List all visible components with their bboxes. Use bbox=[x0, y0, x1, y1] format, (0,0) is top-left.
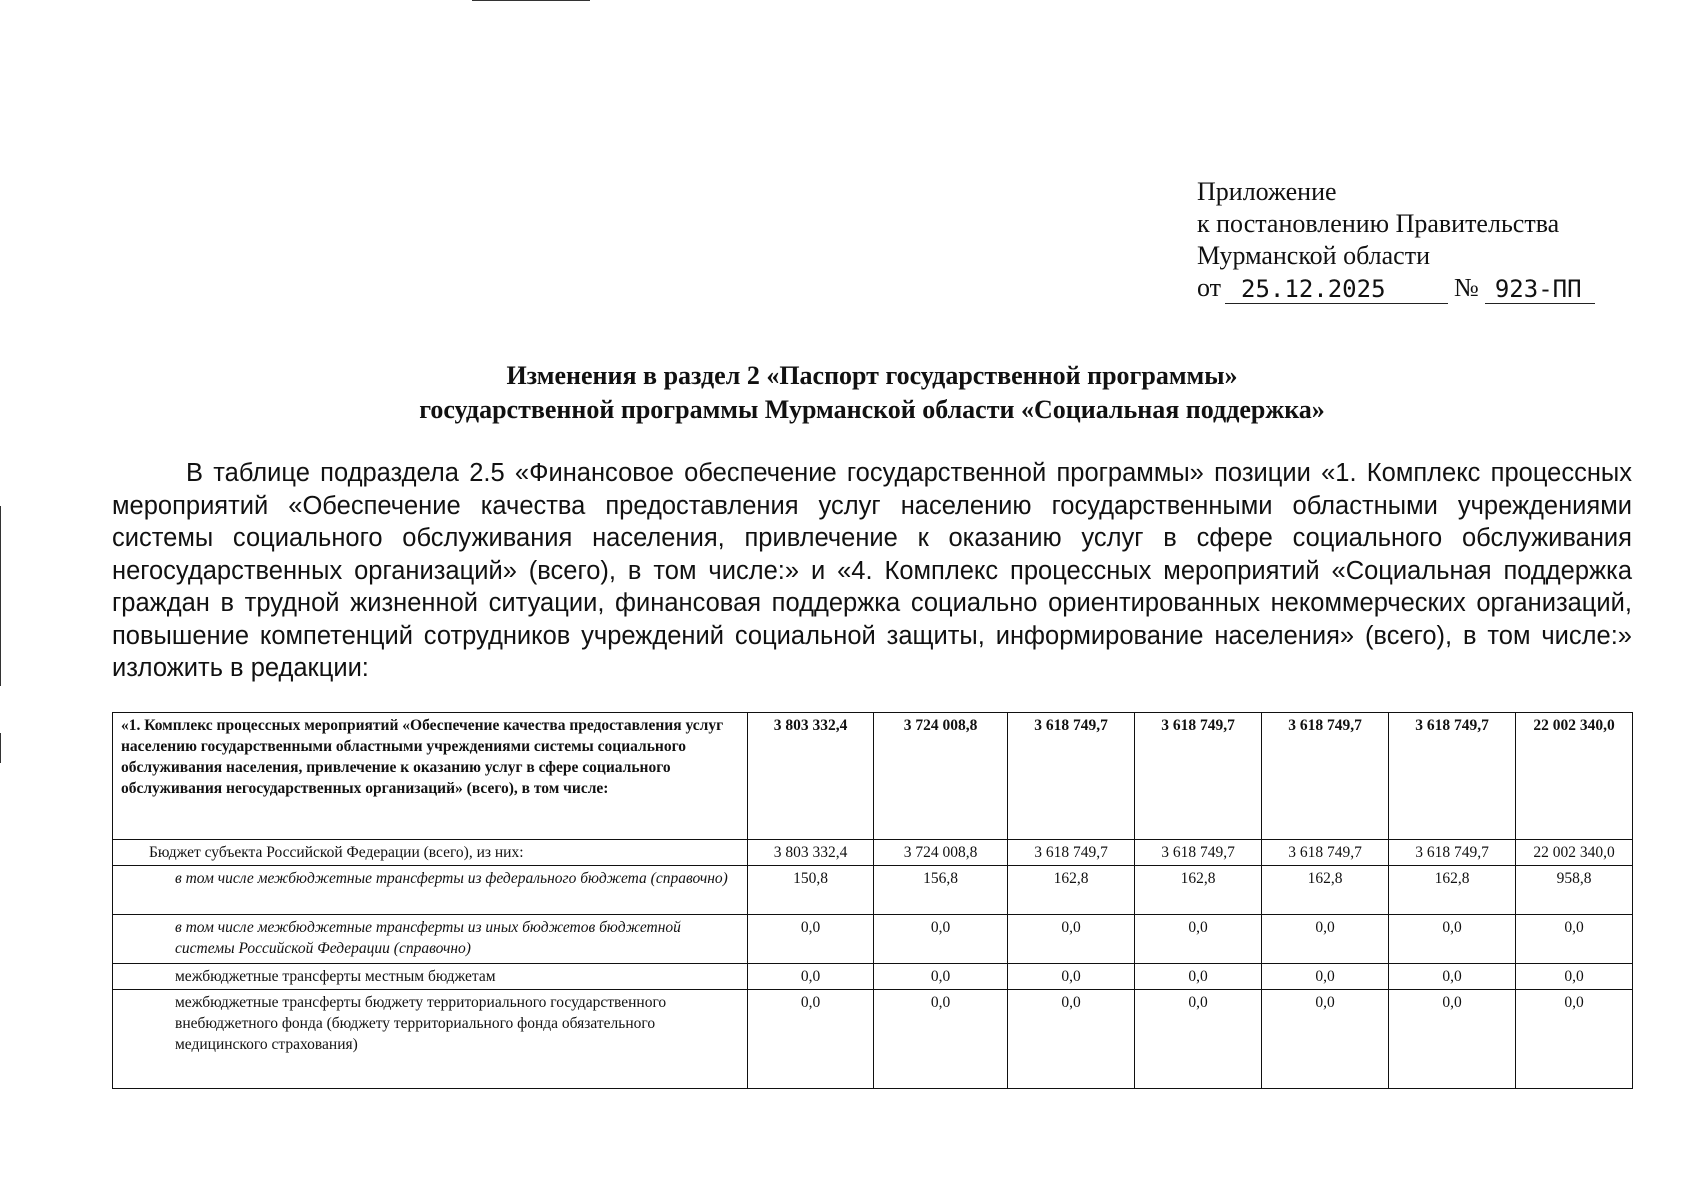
title-line-2: государственной программы Мурманской области «Социальная поддержка» bbox=[419, 395, 1325, 424]
value-cell: 3 618 749,7 bbox=[1008, 713, 1135, 840]
value-cell: 0,0 bbox=[748, 915, 874, 964]
value-cell: 3 618 749,7 bbox=[1262, 713, 1389, 840]
document-number: 923-ПП bbox=[1485, 275, 1595, 304]
table-row bbox=[113, 964, 1633, 990]
appendix-line-3: Мурманской области bbox=[1197, 241, 1430, 270]
appendix-line-2: к постановлению Правительства bbox=[1197, 209, 1560, 238]
value-cell: 0,0 bbox=[1389, 964, 1516, 990]
value-cell-total: 22 002 340,0 bbox=[1516, 713, 1633, 840]
value-cell: 3 618 749,7 bbox=[1135, 840, 1262, 866]
date-prefix: от bbox=[1197, 273, 1222, 302]
value-cell: 162,8 bbox=[1262, 866, 1389, 915]
body-paragraph: В таблице подраздела 2.5 «Финансовое обеспечение государственной программы» позиции «1. Комплекс процессных мероприятий «Обеспечение качества предоставления услуг населению государственными областными учреждениями системы социального обслуживания населения, привлечение к оказанию услуг в сфере социального обслуживания негосударственных организаций» (всего), в том числе:» и «4. Комплекс процессных мероприятий «Социальная поддержка граждан в трудной жизненной ситуации, финансовая поддержка социально ориентированных некоммерческих организаций, повышение компетенций сотрудников учреждений социальной защиты, информирование населения» (всего), в том числе:» изложить в редакции: bbox=[112, 459, 1632, 682]
value-cell: 3 618 749,7 bbox=[1008, 840, 1135, 866]
value-cell: 0,0 bbox=[748, 990, 874, 1089]
value-cell-total: 0,0 bbox=[1516, 990, 1633, 1089]
value-cell: 0,0 bbox=[874, 964, 1008, 990]
value-cell-total: 0,0 bbox=[1516, 964, 1633, 990]
row-label: Бюджет субъекта Российской Федерации (всего), из них: bbox=[113, 840, 748, 866]
value-cell: 3 724 008,8 bbox=[874, 713, 1008, 840]
value-cell: 0,0 bbox=[1389, 990, 1516, 1089]
value-cell: 162,8 bbox=[1135, 866, 1262, 915]
appendix-date-row bbox=[1197, 272, 1617, 304]
value-cell: 3 618 749,7 bbox=[1262, 840, 1389, 866]
value-cell: 3 803 332,4 bbox=[748, 713, 874, 840]
scan-mark-top bbox=[472, 0, 590, 1]
value-cell-total: 0,0 bbox=[1516, 915, 1633, 964]
value-cell: 0,0 bbox=[748, 964, 874, 990]
value-cell: 0,0 bbox=[1008, 990, 1135, 1089]
row-label: в том числе межбюджетные трансферты из иных бюджетов бюджетной системы Российской Федерации (справочно) bbox=[113, 915, 748, 964]
financing-table bbox=[112, 712, 1633, 1089]
document-date: 25.12.2025 bbox=[1225, 275, 1448, 304]
value-cell-total: 958,8 bbox=[1516, 866, 1633, 915]
row-label: межбюджетные трансферты местным бюджетам bbox=[113, 964, 748, 990]
row-label: межбюджетные трансферты бюджету территориального государственного внебюджетного фонда (бюджету территориального фонда обязательного медицинского страхования) bbox=[113, 990, 748, 1089]
value-cell: 162,8 bbox=[1389, 866, 1516, 915]
value-cell: 0,0 bbox=[1262, 915, 1389, 964]
appendix-line-1: Приложение bbox=[1197, 177, 1337, 206]
value-cell: 3 618 749,7 bbox=[1135, 713, 1262, 840]
scan-mark-left-1 bbox=[0, 506, 1, 686]
value-cell: 3 618 749,7 bbox=[1389, 840, 1516, 866]
table-row bbox=[113, 990, 1633, 1089]
table-row bbox=[113, 713, 1633, 840]
number-sign: № bbox=[1454, 273, 1479, 302]
value-cell: 0,0 bbox=[1135, 990, 1262, 1089]
table-row bbox=[113, 840, 1633, 866]
value-cell: 0,0 bbox=[1389, 915, 1516, 964]
value-cell: 0,0 bbox=[1008, 964, 1135, 990]
value-cell: 0,0 bbox=[1008, 915, 1135, 964]
value-cell: 0,0 bbox=[1135, 915, 1262, 964]
value-cell: 3 803 332,4 bbox=[748, 840, 874, 866]
table-row bbox=[113, 915, 1633, 964]
value-cell: 150,8 bbox=[748, 866, 874, 915]
value-cell: 156,8 bbox=[874, 866, 1008, 915]
row-label: в том числе межбюджетные трансферты из федерального бюджета (справочно) bbox=[113, 866, 748, 915]
value-cell: 0,0 bbox=[1262, 964, 1389, 990]
table-row bbox=[113, 866, 1633, 915]
row-label: «1. Комплекс процессных мероприятий «Обеспечение качества предоставления услуг населению государственными областными учреждениями системы социального обслуживания населения, привлечение к оказанию услуг в сфере социального обслуживания негосударственных организаций» (всего), в том числе: bbox=[113, 713, 748, 840]
value-cell: 3 618 749,7 bbox=[1389, 713, 1516, 840]
value-cell: 0,0 bbox=[1135, 964, 1262, 990]
appendix-block bbox=[1197, 176, 1617, 304]
title-line-1: Изменения в раздел 2 «Паспорт государственной программы» bbox=[506, 361, 1238, 390]
value-cell: 162,8 bbox=[1008, 866, 1135, 915]
value-cell: 3 724 008,8 bbox=[874, 840, 1008, 866]
value-cell-total: 22 002 340,0 bbox=[1516, 840, 1633, 866]
value-cell: 0,0 bbox=[1262, 990, 1389, 1089]
value-cell: 0,0 bbox=[874, 990, 1008, 1089]
value-cell: 0,0 bbox=[874, 915, 1008, 964]
document-title bbox=[112, 359, 1632, 427]
scan-mark-left-2 bbox=[0, 733, 1, 763]
